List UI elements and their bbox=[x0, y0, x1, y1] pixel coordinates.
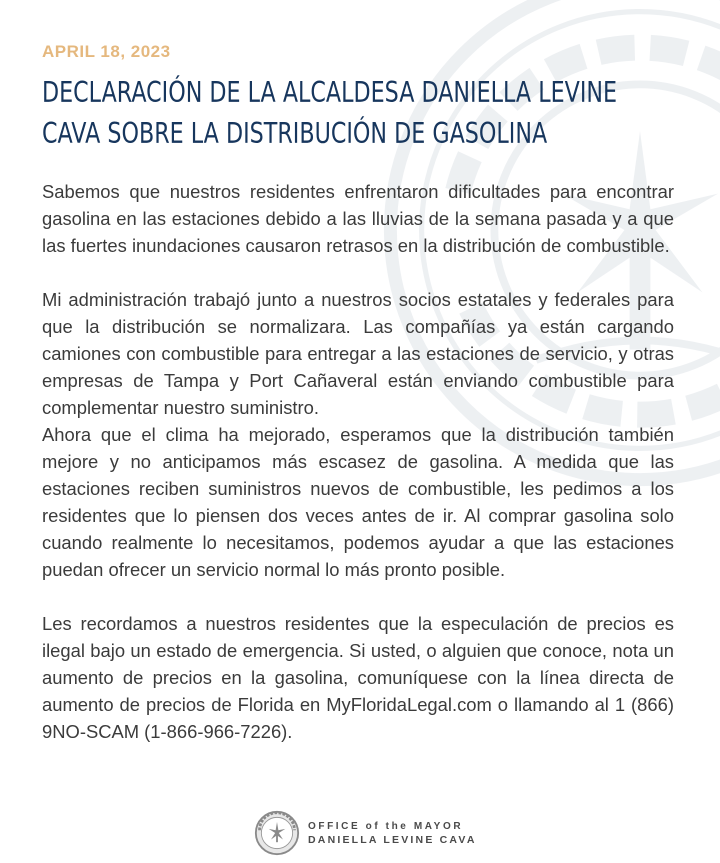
office-signature bbox=[254, 808, 477, 858]
footer-mayor-name: DANIELLA LEVINE CAVA bbox=[308, 833, 477, 846]
footer-office-label: OFFICE of the MAYOR bbox=[308, 820, 464, 832]
page-title: DECLARACIÓN DE LA ALCALDESA DANIELLA LEVINE CAVA SOBRE LA DISTRIBUCIÓN DE GASOLINA bbox=[42, 76, 618, 150]
release-date: APRIL 18, 2023 bbox=[42, 42, 171, 61]
paragraph: Sabemos que nuestros residentes enfrentaron dificultades para encontrar gasolina en las estaciones debido a las lluvias de la semana pasada y a que las fuertes inundaciones causaron retrasos en la distribución de combustible. bbox=[42, 181, 674, 256]
paragraph: Les recordamos a nuestros residentes que la especulación de precios es ilegal bajo un estado de emergencia. Si usted, o alguien que conoce, nota un aumento de precios en la gasolina, comuníquese con la línea directa de aumento de precios de Florida en MyFloridaLegal.com o llamando al 1 (866) 9NO-SCAM (1-866-966-7226). bbox=[42, 613, 674, 742]
county-seal-icon bbox=[254, 810, 300, 856]
paragraph: Ahora que el clima ha mejorado, esperamos que la distribución también mejore y no anticipamos más escasez de gasolina. A medida que las estaciones reciben suministros nuevos de combustible, les pedimos a los residentes que lo piensen dos veces antes de ir. Al comprar gasolina solo cuando realmente lo necesitamos, podemos ayudar a que las estaciones puedan ofrecer un servicio normal lo más pronto posible. bbox=[42, 424, 674, 580]
statement-body bbox=[42, 178, 674, 745]
paragraph: Mi administración trabajó junto a nuestros socios estatales y federales para que la distribución se normalizara. Las compañías ya están cargando camiones con combustible para entregar a las estaciones de servicio, y otras empresas de Tampa y Port Cañaveral están enviando combustible para complementar nuestro suministro. bbox=[42, 289, 674, 418]
